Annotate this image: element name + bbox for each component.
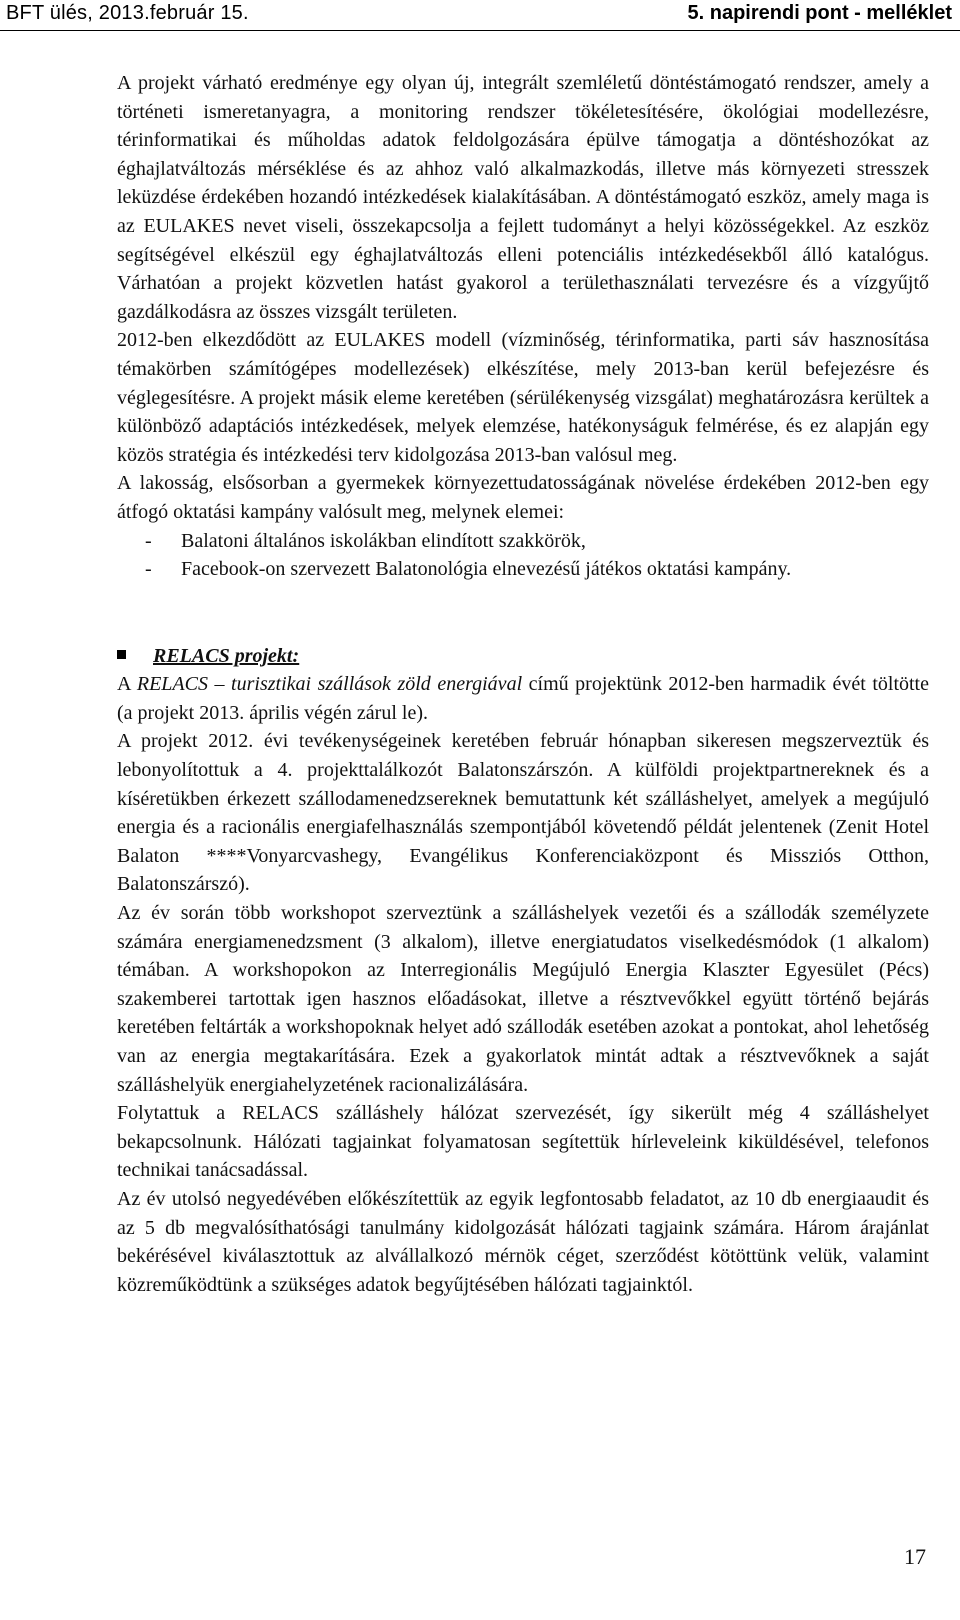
list-item-text: Balatoni általános iskolákban elindított szakkörök, bbox=[181, 529, 586, 552]
paragraph-eulakes-model: 2012-ben elkezdődött az EULAKES modell (vízminőség, térinformatika, parti sáv hasznosítása témakörben számítógépes modellezések) elkészítése, mely 2013-ban kerül befejezésre és véglegesítésre. A projekt másik eleme keretében (sérülékenység vizsgálat) meghatározásra kerültek a különböző adaptációs intézkedések, melyek elemzése, hatékonyságuk felmérése, és ez alapján egy közös stratégia és intézkedési terv kidolgozása 2013-ban valósul meg. bbox=[117, 329, 929, 466]
document-body bbox=[117, 69, 929, 1299]
paragraph-relacs-meeting: A projekt 2012. évi tevékenységeinek keretében február hónapban sikeresen megszerveztük és lebonyolítottuk a 4. projekttalálkozót Balatonszárszón. A külföldi projektpartnereknek és a kíséretükben érkezett szállodamenedzsereknek bemutattunk két szálláshelyet, amelyek a megújuló energia és a racionális energiafelhasználás szempontjából követendő példát jelentenek (Zenit Hotel Balaton ****Vonyarcvashegy, Evangélikus Konferenciaközpont és Missziós Otthon, Balatonszárszó). bbox=[117, 730, 929, 896]
list-item bbox=[117, 555, 929, 584]
list-item-text: Facebook-on szervezett Balatonológia elnevezésű játékos oktatási kampány. bbox=[181, 558, 792, 581]
list-item bbox=[117, 527, 929, 556]
section-spacer bbox=[117, 584, 929, 642]
paragraph-relacs-workshops: Az év során több workshopot szerveztünk a szálláshelyek vezetői és a szállodák személyzete számára energiamenedzsment (3 alkalom), illetve energiatudatos viselkedésmódok (1 alkalom) témában. A workshopokon az Interregionális Megújuló Energia Klaszter Egyesület (Pécs) szakemberei tartottak igen hasznos előadásokat, illetve a résztvevőkkel együtt történő bejárás keretében feltárták a workshopoknak helyet adó szállodák esetében azokat a pontokat, ahol lehetőség van az energia megtakarítására. Ezek a gyakorlatok mintát adtak a résztvevőknek a saját szálláshelyük energiahelyzetének racionalizálására. bbox=[117, 902, 929, 1096]
campaign-elements-list bbox=[117, 527, 929, 584]
relacs-project-title: RELACS – turisztikai szállások zöld energiával bbox=[136, 673, 523, 696]
paragraph-relacs-network: Folytattuk a RELACS szálláshely hálózat szervezését, így sikerült még 4 szálláshelyet bekapcsolnunk. Hálózati tagjainkat folyamatosan segítettük hírleveleink kiküldésével, telefonos technikai tanácsadással. bbox=[117, 1102, 929, 1182]
relacs-intro-suffix: című projektünk 2012-ben harmadik évét töltötte (a projekt 2013. április végén zárul le). bbox=[117, 673, 929, 724]
header-divider bbox=[0, 30, 960, 31]
square-bullet-icon bbox=[117, 650, 126, 659]
header-agenda-item: 5. napirendi pont - melléklet bbox=[687, 2, 952, 24]
relacs-section-heading bbox=[117, 642, 929, 671]
paragraph-relacs-audit: Az év utolsó negyedévében előkészítettük az egyik legfontosabb feladatot, az 10 db energiaaudit és az 5 db megvalósíthatósági tanulmány kidolgozását hálózati tagjaink számára. Három árajánlat bekérésével kiválasztottuk az alvállalkozó mérnök céget, szerződést kötöttünk velük, valamint közreműködtünk a szükséges adatok begyűjtésében hálózati tagjainktól. bbox=[117, 1187, 929, 1296]
relacs-heading-text: RELACS projekt: bbox=[153, 644, 300, 667]
page-number: 17 bbox=[904, 1544, 926, 1569]
header-meeting-date: BFT ülés, 2013.február 15. bbox=[6, 2, 249, 24]
list-dash: - bbox=[145, 558, 152, 581]
paragraph-education-campaign: A lakosság, elsősorban a gyermekek környezettudatosságának növelése érdekében 2012-ben egy átfogó oktatási kampány valósult meg, melynek elemei: bbox=[117, 472, 929, 523]
paragraph-relacs-intro bbox=[117, 670, 929, 727]
relacs-intro-prefix: A bbox=[117, 673, 137, 696]
list-dash: - bbox=[145, 529, 152, 552]
paragraph-eulakes-result: A projekt várható eredménye egy olyan új, integrált szemléletű döntéstámogató rendszer, amely a történeti ismeretanyagra, a monitoring rendszer tökéletesítésére, ökológiai modellezésre, térinformatikai és műholdas adatok feldolgozására épülve támogatja a döntéshozókat az éghajlatváltozás mérséklése és az ahhoz való alkalmazkodás, illetve más környezeti stresszek leküzdése érdekében hozandó intézkedések kialakításában. A döntéstámogató eszköz, amely maga is az EULAKES nevet viseli, összekapcsolja a fejlett tudományt a helyi közösségekkel. Az eszköz segítségével elkészül egy éghajlatváltozás elleni potenciális intézkedésekből álló katalógus. Várhatóan a projekt közvetlen hatást gyakorol a területhasználati tervezésre és a vízgyűjtő gazdálkodásra az összes vizsgált területen. bbox=[117, 72, 929, 323]
